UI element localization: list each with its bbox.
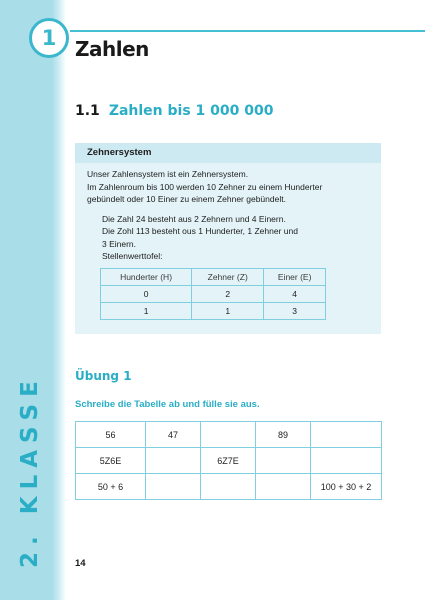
- exercise-cell: 100 + 30 + 2: [311, 474, 382, 500]
- exercise-cell: [256, 474, 311, 500]
- exercise-cell: [146, 448, 201, 474]
- section-title: Zahlen bis 1 000 000: [108, 103, 274, 119]
- info-box-title: Zehnersystem: [75, 143, 381, 163]
- info-box-paragraph: [75, 163, 381, 206]
- example-line: Stellenwerttofel:: [102, 251, 163, 261]
- info-line: Unser Zahlensystem ist ein Zehnersystem.: [87, 169, 249, 179]
- exercise-cell: [311, 448, 382, 474]
- table-row: [101, 303, 326, 320]
- table-row: [76, 422, 382, 448]
- exercise-table: [75, 421, 382, 500]
- top-rule: [70, 30, 425, 32]
- table-cell: 1: [192, 303, 264, 320]
- side-band-edge: [52, 0, 66, 600]
- exercise-cell: [201, 422, 256, 448]
- example-line: Die Zohl 113 besteht ous 1 Hunderter, 1 Zehner und: [102, 226, 298, 236]
- table-cell: 3: [264, 303, 326, 320]
- table-row: [76, 448, 382, 474]
- info-line: Im Zahlenroum bis 100 werden 10 Zehner zu einem Hunderter: [87, 181, 323, 192]
- exercise-cell: [201, 474, 256, 500]
- example-line: 3 Einern.: [102, 238, 137, 249]
- exercise-cell: 89: [256, 422, 311, 448]
- exercise-instruction: Schreibe die Tabelle ab und fülle sie aus.: [75, 399, 260, 410]
- section-number: 1.1: [75, 103, 100, 119]
- exercise-cell: 56: [76, 422, 146, 448]
- grade-label: 2. KLASSE: [17, 374, 43, 568]
- table-cell: 2: [192, 286, 264, 303]
- column-header: Hunderter (H): [101, 269, 192, 286]
- table-row: [76, 474, 382, 500]
- table-cell: 0: [101, 286, 192, 303]
- table-cell: 4: [264, 286, 326, 303]
- section-heading: [75, 103, 273, 119]
- exercise-cell: 5Z6E: [76, 448, 146, 474]
- table-cell: 1: [101, 303, 192, 320]
- info-box-example: [75, 206, 381, 263]
- exercise-cell: 47: [146, 422, 201, 448]
- exercise-title: Übung 1: [75, 369, 132, 383]
- chapter-title: Zahlen: [75, 37, 149, 61]
- info-box: [75, 143, 381, 334]
- exercise-cell: [256, 448, 311, 474]
- exercise-cell: [311, 422, 382, 448]
- table-header-row: [101, 269, 326, 286]
- table-row: [101, 286, 326, 303]
- chapter-number: 1: [41, 26, 57, 50]
- exercise-cell: [146, 474, 201, 500]
- exercise-cell: 50 + 6: [76, 474, 146, 500]
- page-number: 14: [75, 558, 86, 569]
- chapter-number-badge: [29, 18, 69, 58]
- column-header: Zehner (Z): [192, 269, 264, 286]
- column-header: Einer (E): [264, 269, 326, 286]
- example-line: Die Zahl 24 besteht aus 2 Zehnern und 4 Einern.: [102, 213, 286, 224]
- exercise-cell: 6Z7E: [201, 448, 256, 474]
- place-value-table: [100, 268, 326, 320]
- info-line: gebündelt oder 10 Einer zu einem Zehner gebündelt.: [87, 194, 286, 204]
